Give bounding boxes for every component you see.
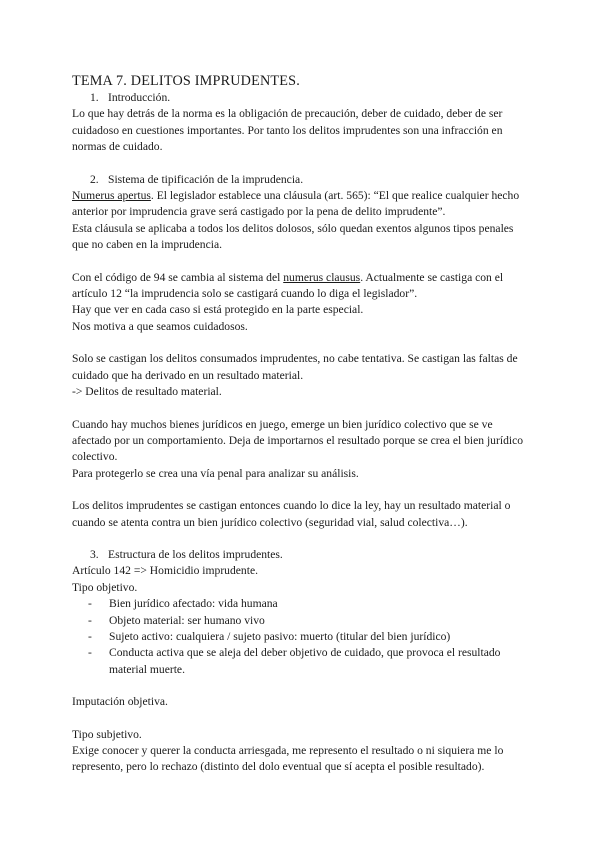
section-number: 3.	[90, 547, 99, 561]
underlined-term: Numerus apertus	[72, 189, 151, 203]
list-item: - Sujeto activo: cualquiera / sujeto pasivo: muerto (titular del bien jurídico)	[88, 629, 532, 645]
paragraph: Artículo 142 => Homicidio imprudente.	[72, 564, 258, 578]
list-item: - Bien jurídico afectado: vida humana	[88, 596, 532, 612]
paragraph: Numerus apertus. El legislador establece una cláusula (art. 565): “El que realice cualquier hecho anterior por imprudencia grave será castigado por la pena de delito imprudente”.	[72, 189, 520, 219]
paragraph: Exige conocer y querer la conducta arriesgada, me represento el resultado o ni siquiera me lo represento, pero lo rechazo (distinto del dolo eventual que sí acepta el posible resultado).	[72, 744, 504, 774]
paragraph: Imputación objetiva.	[72, 695, 168, 709]
paragraph: Esta cláusula se aplicaba a todos los delitos dolosos, sólo quedan exentos algunos tipos penales que no caben en la imprudencia.	[72, 221, 514, 252]
paragraph: -> Delitos de resultado material.	[72, 385, 222, 399]
paragraph: Tipo objetivo.	[72, 580, 138, 594]
paragraph: Cuando hay muchos bienes jurídicos en juego, emerge un bien jurídico colectivo que se ve afectado por un comportamiento. Deja de importarnos el resultado porque se crea el bien jurídico colectivo.	[72, 417, 524, 464]
section-3-heading	[72, 547, 532, 563]
section-heading-text: Introducción.	[108, 91, 171, 104]
paragraph: Solo se castigan los delitos consumados imprudentes, no cabe tentativa. Se castigan las faltas de cuidado que ha derivado en un resultado material.	[72, 352, 518, 382]
section-2-heading	[72, 172, 532, 188]
underlined-term: numerus clausus	[283, 270, 361, 284]
list-item: - Conducta activa que se aleja del deber objetivo de cuidado, que provoca el resultado material muerte.	[88, 645, 532, 678]
list-item: - Objeto material: ser humano vivo	[88, 613, 532, 629]
paragraph: Los delitos imprudentes se castigan entonces cuando lo dice la ley, hay un resultado material o cuando se atenta contra un bien jurídico colectivo (seguridad vial, salud colectiva…).	[72, 499, 511, 529]
section-number: 1.	[90, 91, 99, 104]
section-heading-text: Sistema de tipificación de la imprudencia.	[108, 172, 304, 186]
paragraph: Lo que hay detrás de la norma es la obligación de precaución, deber de cuidado, deber de ser cuidadoso en cuestiones importantes. Por tanto los delitos imprudentes son una infracción en normas de cuidado.	[72, 107, 503, 154]
section-1-heading	[72, 90, 532, 106]
paragraph: Con el código de 94 se cambia al sistema del numerus clausus. Actualmente se castiga con el artículo 12 “la imprudencia solo se castigará cuando lo diga el legislador”.	[72, 270, 504, 301]
section-heading-text: Estructura de los delitos imprudentes.	[108, 547, 283, 561]
document-page	[72, 72, 532, 776]
section-number: 2.	[90, 172, 99, 186]
paragraph: Hay que ver en cada caso si está protegido en la parte especial.	[72, 303, 364, 317]
paragraph: Tipo subjetivo.	[72, 727, 142, 741]
dash-list	[72, 596, 532, 678]
paragraph: Para protegerlo se crea una vía penal para analizar su análisis.	[72, 466, 359, 480]
paragraph: Nos motiva a que seamos cuidadosos.	[72, 319, 248, 333]
document-title: TEMA 7. DELITOS IMPRUDENTES.	[72, 73, 301, 89]
